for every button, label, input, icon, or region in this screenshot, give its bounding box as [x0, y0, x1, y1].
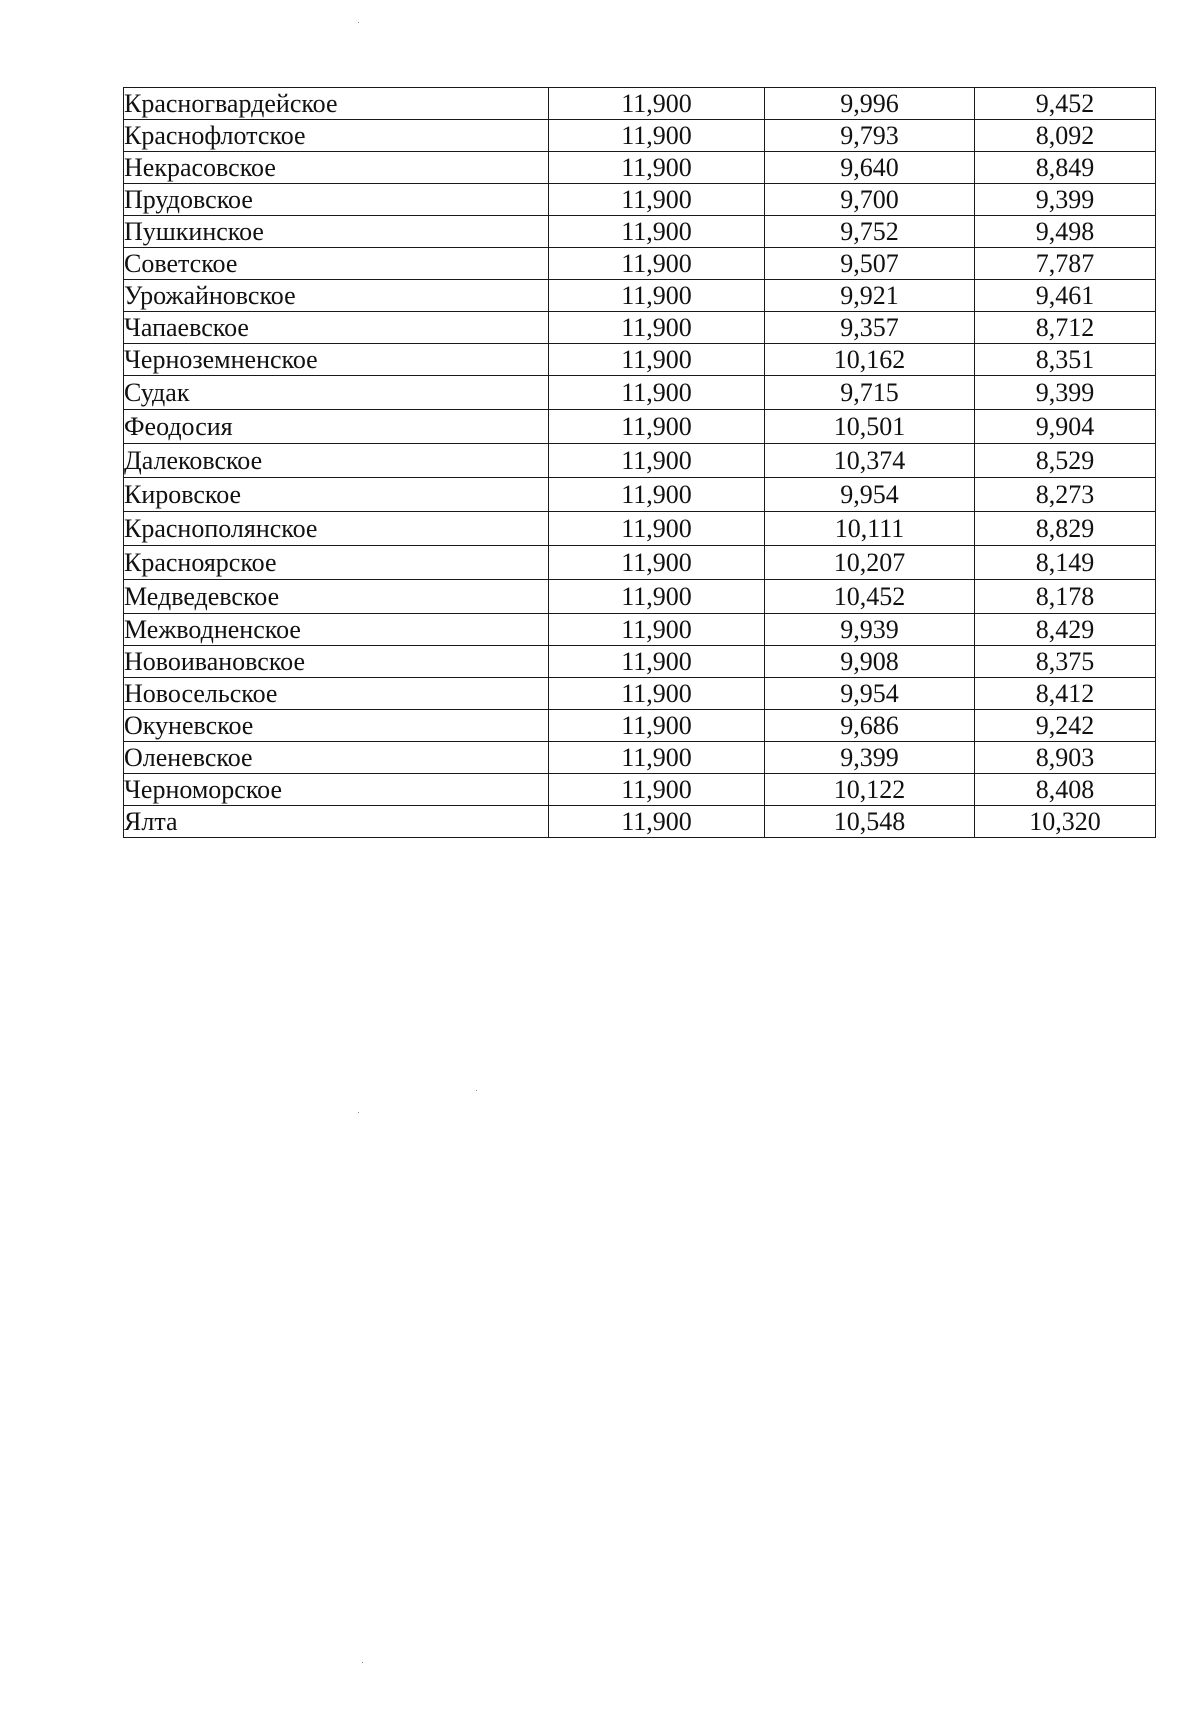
value-3-cell: 8,273: [975, 478, 1156, 512]
table-row: [124, 646, 1156, 678]
table-row: [124, 376, 1156, 410]
settlement-name-cell: Красногвардейское: [124, 88, 549, 120]
value-1-cell: 11,900: [549, 478, 765, 512]
settlement-name-cell: Судак: [124, 376, 549, 410]
table-row: [124, 580, 1156, 614]
data-table: [123, 87, 1156, 838]
value-3-cell: 9,498: [975, 216, 1156, 248]
value-2-cell: 9,793: [765, 120, 975, 152]
value-3-cell: 8,375: [975, 646, 1156, 678]
settlement-name-cell: Черноземненское: [124, 344, 549, 376]
value-1-cell: 11,900: [549, 678, 765, 710]
value-2-cell: 10,374: [765, 444, 975, 478]
table-row: [124, 248, 1156, 280]
value-1-cell: 11,900: [549, 120, 765, 152]
value-2-cell: 10,501: [765, 410, 975, 444]
table-row: [124, 280, 1156, 312]
value-2-cell: 9,921: [765, 280, 975, 312]
table-row: [124, 742, 1156, 774]
value-1-cell: 11,900: [549, 152, 765, 184]
settlement-name-cell: Новосельское: [124, 678, 549, 710]
value-1-cell: 11,900: [549, 710, 765, 742]
value-3-cell: 9,399: [975, 376, 1156, 410]
value-3-cell: 8,149: [975, 546, 1156, 580]
table-row: [124, 806, 1156, 838]
table-row: [124, 678, 1156, 710]
value-2-cell: 9,954: [765, 678, 975, 710]
value-2-cell: 9,908: [765, 646, 975, 678]
value-3-cell: 9,904: [975, 410, 1156, 444]
value-2-cell: 9,399: [765, 742, 975, 774]
settlement-name-cell: Далековское: [124, 444, 549, 478]
value-3-cell: 8,429: [975, 614, 1156, 646]
value-3-cell: 9,452: [975, 88, 1156, 120]
value-3-cell: 9,461: [975, 280, 1156, 312]
settlement-name-cell: Кировское: [124, 478, 549, 512]
settlement-name-cell: Черноморское: [124, 774, 549, 806]
scan-speck: [358, 1112, 359, 1113]
value-2-cell: 9,507: [765, 248, 975, 280]
value-1-cell: 11,900: [549, 512, 765, 546]
scan-speck: [476, 1090, 477, 1091]
value-1-cell: 11,900: [549, 742, 765, 774]
settlement-name-cell: Пушкинское: [124, 216, 549, 248]
table-body: [124, 88, 1156, 838]
value-2-cell: 9,752: [765, 216, 975, 248]
value-2-cell: 10,111: [765, 512, 975, 546]
value-1-cell: 11,900: [549, 88, 765, 120]
table-row: [124, 546, 1156, 580]
table-row: [124, 88, 1156, 120]
settlement-name-cell: Медведевское: [124, 580, 549, 614]
table-row: [124, 344, 1156, 376]
value-2-cell: 10,207: [765, 546, 975, 580]
table-row: [124, 478, 1156, 512]
value-3-cell: 7,787: [975, 248, 1156, 280]
table-row: [124, 512, 1156, 546]
value-3-cell: 8,178: [975, 580, 1156, 614]
value-1-cell: 11,900: [549, 614, 765, 646]
settlement-name-cell: Урожайновское: [124, 280, 549, 312]
value-2-cell: 10,548: [765, 806, 975, 838]
table-row: [124, 120, 1156, 152]
value-3-cell: 10,320: [975, 806, 1156, 838]
value-1-cell: 11,900: [549, 806, 765, 838]
value-3-cell: 8,903: [975, 742, 1156, 774]
value-2-cell: 9,640: [765, 152, 975, 184]
value-3-cell: 8,849: [975, 152, 1156, 184]
value-1-cell: 11,900: [549, 580, 765, 614]
settlement-name-cell: Феодосия: [124, 410, 549, 444]
value-2-cell: 9,939: [765, 614, 975, 646]
table-row: [124, 774, 1156, 806]
value-1-cell: 11,900: [549, 376, 765, 410]
value-3-cell: 8,351: [975, 344, 1156, 376]
value-2-cell: 9,700: [765, 184, 975, 216]
value-3-cell: 8,712: [975, 312, 1156, 344]
value-1-cell: 11,900: [549, 280, 765, 312]
settlement-name-cell: Ялта: [124, 806, 549, 838]
value-1-cell: 11,900: [549, 248, 765, 280]
value-3-cell: 8,412: [975, 678, 1156, 710]
value-2-cell: 9,357: [765, 312, 975, 344]
settlement-name-cell: Новоивановское: [124, 646, 549, 678]
settlement-name-cell: Чапаевское: [124, 312, 549, 344]
value-3-cell: 9,399: [975, 184, 1156, 216]
value-1-cell: 11,900: [549, 444, 765, 478]
table-row: [124, 410, 1156, 444]
value-1-cell: 11,900: [549, 344, 765, 376]
value-2-cell: 9,715: [765, 376, 975, 410]
settlement-name-cell: Оленевское: [124, 742, 549, 774]
settlement-name-cell: Советское: [124, 248, 549, 280]
table-row: [124, 216, 1156, 248]
value-1-cell: 11,900: [549, 546, 765, 580]
value-2-cell: 10,452: [765, 580, 975, 614]
value-3-cell: 8,829: [975, 512, 1156, 546]
value-3-cell: 8,529: [975, 444, 1156, 478]
table-row: [124, 710, 1156, 742]
settlement-name-cell: Краснофлотское: [124, 120, 549, 152]
value-3-cell: 9,242: [975, 710, 1156, 742]
value-2-cell: 9,686: [765, 710, 975, 742]
table-row: [124, 184, 1156, 216]
settlement-name-cell: Межводненское: [124, 614, 549, 646]
table-row: [124, 444, 1156, 478]
table-row: [124, 614, 1156, 646]
settlement-name-cell: Некрасовское: [124, 152, 549, 184]
value-2-cell: 9,954: [765, 478, 975, 512]
scan-speck: [362, 1662, 363, 1663]
value-1-cell: 11,900: [549, 774, 765, 806]
value-2-cell: 10,162: [765, 344, 975, 376]
settlement-name-cell: Окуневское: [124, 710, 549, 742]
scan-speck: [358, 22, 359, 23]
value-1-cell: 11,900: [549, 646, 765, 678]
table-row: [124, 312, 1156, 344]
value-3-cell: 8,092: [975, 120, 1156, 152]
value-1-cell: 11,900: [549, 410, 765, 444]
table-row: [124, 152, 1156, 184]
value-3-cell: 8,408: [975, 774, 1156, 806]
value-1-cell: 11,900: [549, 312, 765, 344]
value-2-cell: 10,122: [765, 774, 975, 806]
value-1-cell: 11,900: [549, 216, 765, 248]
value-1-cell: 11,900: [549, 184, 765, 216]
value-2-cell: 9,996: [765, 88, 975, 120]
settlement-name-cell: Прудовское: [124, 184, 549, 216]
settlement-name-cell: Красноярское: [124, 546, 549, 580]
settlement-name-cell: Краснополянское: [124, 512, 549, 546]
